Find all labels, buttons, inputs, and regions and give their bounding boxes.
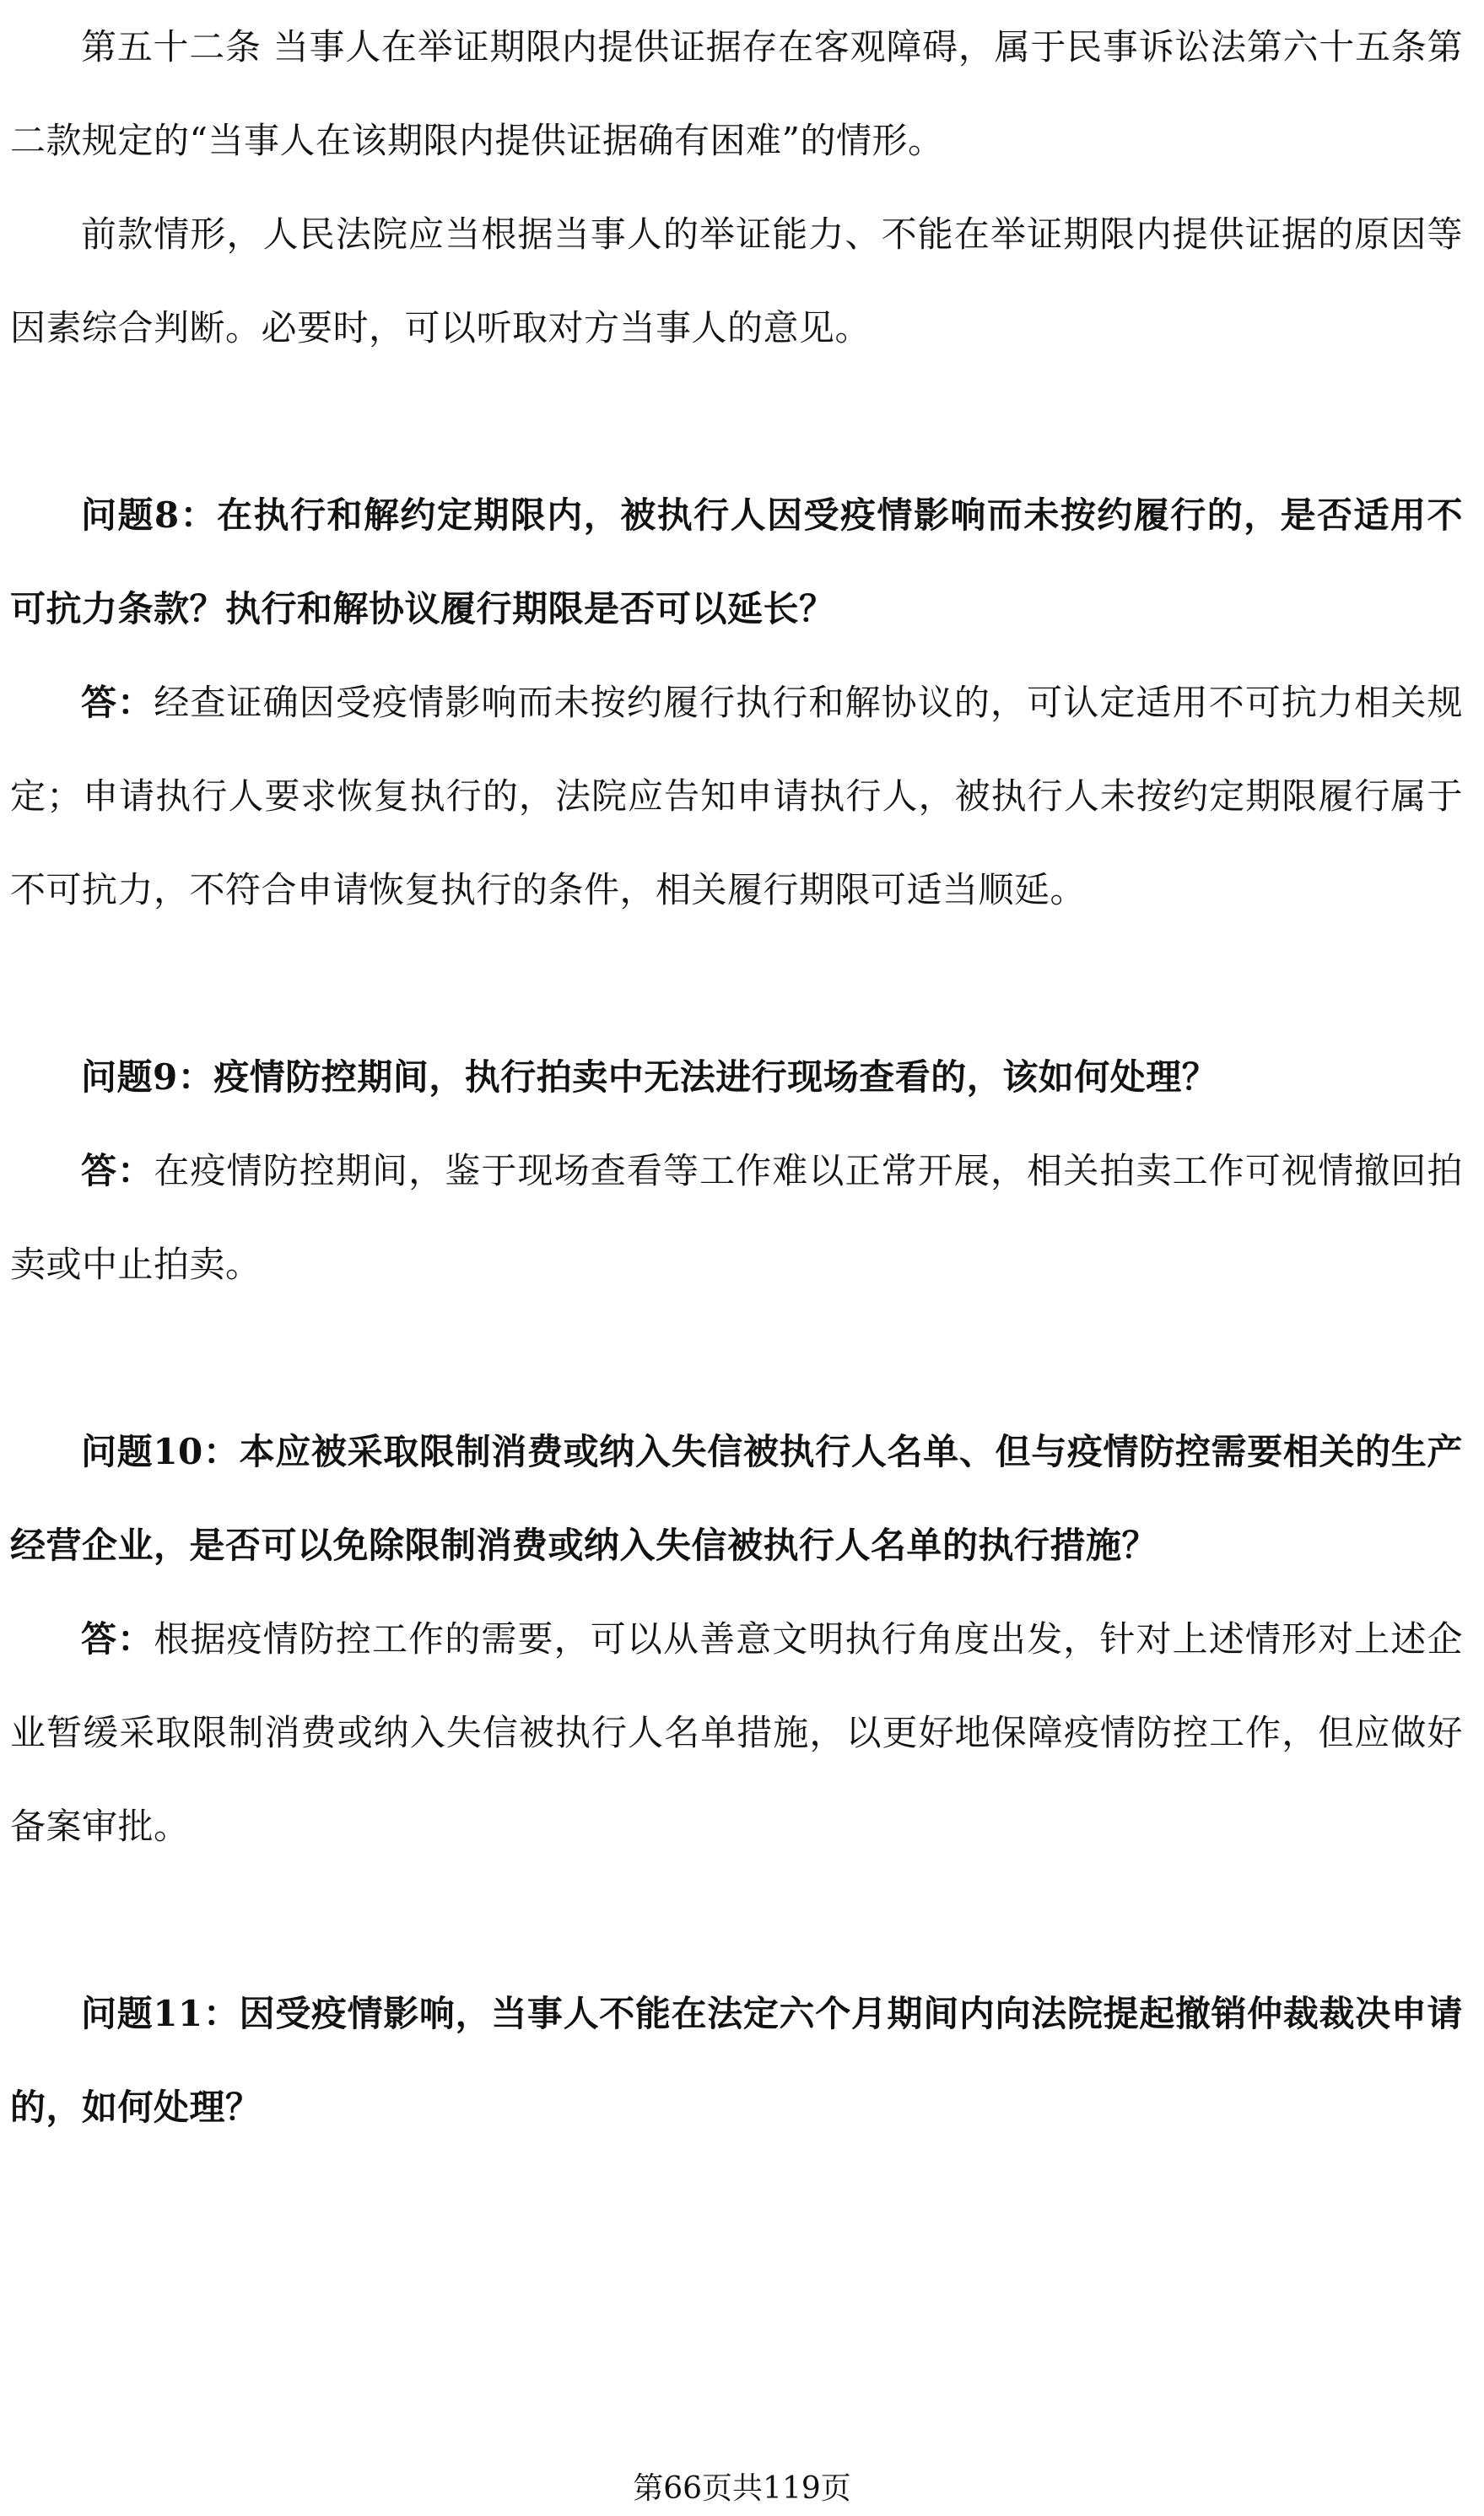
answer-8 [10, 656, 1463, 937]
question-11: 问题11：因受疫情影响，当事人不能在法定六个月期间内向法院提起撤销仲裁裁决申请的，如何处理？ [10, 1993, 1463, 2128]
article-52-paragraph-1: 第五十二条 当事人在举证期限内提供证据存在客观障碍，属于民事诉讼法第六十五条第二款规定的“当事人在该期限内提供证据确有困难”的情形。 [10, 26, 1463, 161]
question-9: 问题9：疫情防控期间，执行拍卖中无法进行现场查看的，该如何处理？ [81, 1056, 1218, 1098]
answer-9 [10, 1124, 1463, 1311]
answer-10-label: 答： [81, 1618, 154, 1660]
spacer [10, 375, 1463, 468]
spacer [10, 1873, 1463, 1967]
article-52-paragraph-2: 前款情形，人民法院应当根据当事人的举证能力、不能在举证期限内提供证据的原因等因素综合判断。必要时，可以听取对方当事人的意见。 [10, 213, 1463, 348]
page-footer: 第66页共119页 [633, 2471, 851, 2506]
answer-10-text: 根据疫情防控工作的需要，可以从善意文明执行角度出发，针对上述情形对上述企业暂缓采取限制消费或纳入失信被执行人名单措施，以更好地保障疫情防控工作，但应做好备案审批。 [10, 1618, 1463, 1847]
spacer [10, 1311, 1463, 1405]
answer-9-label: 答： [81, 1150, 154, 1191]
answer-8-text: 经查证确因受疫情影响而未按约履行执行和解协议的，可认定适用不可抗力相关规定；申请执行人要求恢复执行的，法院应告知申请执行人，被执行人未按约定期限履行属于不可抗力，不符合申请恢复执行的条件，相关履行期限可适当顺延。 [10, 682, 1463, 910]
spacer [10, 937, 1463, 1030]
question-10: 问题10：本应被采取限制消费或纳入失信被执行人名单、但与疫情防控需要相关的生产经营企业，是否可以免除限制消费或纳入失信被执行人名单的执行措施？ [10, 1431, 1463, 1566]
question-8: 问题8：在执行和解约定期限内，被执行人因受疫情影响而未按约履行的，是否适用不可抗力条款？执行和解协议履行期限是否可以延长？ [10, 494, 1463, 629]
answer-8-label: 答： [81, 682, 154, 723]
document-page [10, 0, 1463, 2154]
answer-10 [10, 1592, 1463, 1873]
answer-9-text: 在疫情防控期间，鉴于现场查看等工作难以正常开展，相关拍卖工作可视情撤回拍卖或中止拍卖。 [10, 1150, 1463, 1285]
